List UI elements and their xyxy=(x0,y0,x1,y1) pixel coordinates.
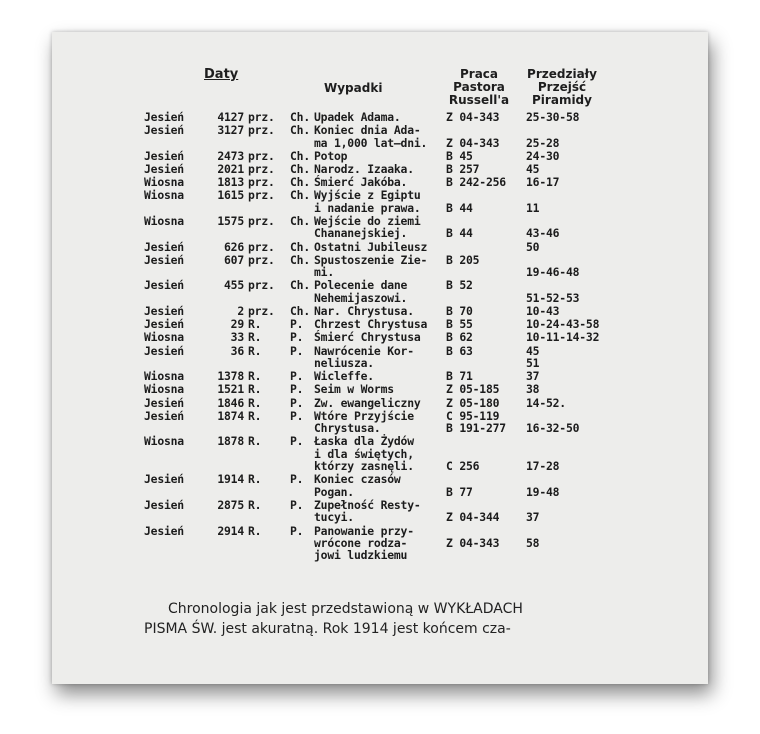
row-era2: P. xyxy=(290,395,304,410)
row-year: 1575 xyxy=(217,214,244,228)
row-praca: B 71 xyxy=(446,369,473,384)
row-era: prz. xyxy=(248,123,275,138)
row-praca: C 256 xyxy=(446,459,480,474)
row-przedzialy: 38 xyxy=(526,382,540,397)
row-season: Jesień xyxy=(144,523,184,538)
row-year: 33 xyxy=(230,330,244,345)
row-event: Wtóre Przyjście xyxy=(314,408,414,423)
row-praca: B 205 xyxy=(446,252,480,267)
row-praca: B 44 xyxy=(446,226,473,241)
row-praca: B 191-277 xyxy=(446,421,506,436)
row-era: R. xyxy=(248,523,262,538)
row-era: R. xyxy=(248,343,262,358)
row-event: Spustoszenie Zie- xyxy=(314,252,428,267)
footer-line-1: Chronologia jak jest przedstawioną w WYKŁADACH xyxy=(168,601,523,617)
row-event: Koniec dnia Ada- xyxy=(314,123,421,138)
row-year: 1878 xyxy=(217,434,244,449)
row-era2: Ch. xyxy=(290,278,310,293)
row-season: Wiosna xyxy=(144,330,184,345)
row-praca: B 257 xyxy=(446,162,480,176)
row-event: ma 1,000 lat—dni. xyxy=(314,135,428,150)
row-year: 1846 xyxy=(217,395,244,410)
row-season: Wiosna xyxy=(144,382,184,397)
row-season: Jesień xyxy=(144,304,184,318)
row-season: Wiosna xyxy=(144,369,184,384)
row-year: 2021 xyxy=(217,162,244,176)
row-event: i dla świętych, xyxy=(314,446,414,461)
row-season: Jesień xyxy=(144,162,184,176)
row-praca: Z 05-185 xyxy=(446,382,500,397)
row-era2: Ch. xyxy=(290,175,310,190)
row-przedzialy: 37 xyxy=(526,369,540,384)
row-przedzialy: 14-52. xyxy=(526,395,566,410)
row-praca: Z 04-344 xyxy=(446,510,500,525)
row-year: 1874 xyxy=(217,408,244,423)
row-era: R. xyxy=(248,382,262,397)
row-era2: Ch. xyxy=(290,162,310,176)
row-praca: B 62 xyxy=(446,330,473,345)
row-era2: Ch. xyxy=(290,239,310,254)
row-year: 2 xyxy=(237,304,244,318)
row-era2: P. xyxy=(290,472,304,487)
row-event: Śmierć Jakóba. xyxy=(314,175,408,190)
row-era: R. xyxy=(248,395,262,410)
row-season: Jesień xyxy=(144,123,184,138)
row-season: Jesień xyxy=(144,148,184,163)
row-event: Narodz. Izaaka. xyxy=(314,162,414,176)
row-year: 29 xyxy=(230,317,244,332)
row-era2: Ch. xyxy=(290,304,310,318)
row-era2: P. xyxy=(290,330,304,345)
row-przedzialy: 19-46-48 xyxy=(526,265,580,280)
row-year: 36 xyxy=(230,343,244,358)
row-przedzialy: 45 xyxy=(526,343,540,358)
header-praca xyxy=(446,68,512,107)
row-praca: B 63 xyxy=(446,343,473,358)
row-przedzialy: 50 xyxy=(526,239,540,254)
row-event: Zupełność Resty- xyxy=(314,498,421,512)
row-era2: Ch. xyxy=(290,110,310,124)
row-season: Wiosna xyxy=(144,434,184,449)
row-season: Jesień xyxy=(144,252,184,267)
row-event: Nawrócenie Kor- xyxy=(314,343,414,358)
row-event: tucyi. xyxy=(314,510,354,525)
row-event: wrócone rodza- xyxy=(314,536,408,550)
row-era2: P. xyxy=(290,317,304,332)
row-przedzialy: 19-48 xyxy=(526,484,560,499)
row-year: 626 xyxy=(224,239,244,254)
row-era2: P. xyxy=(290,382,304,397)
row-przedzialy: 24-30 xyxy=(526,148,560,163)
row-year: 1813 xyxy=(217,175,244,190)
row-year: 3127 xyxy=(217,123,244,138)
row-przedzialy: 10-11-14-32 xyxy=(526,330,600,345)
row-przedzialy: 25-28 xyxy=(526,135,560,150)
row-event: Chrzest Chrystusa xyxy=(314,317,428,332)
row-era: R. xyxy=(248,408,262,423)
row-event: Ostatni Jubileusz xyxy=(314,239,428,254)
row-przedzialy: 25-30-58 xyxy=(526,110,580,124)
row-year: 1521 xyxy=(217,382,244,397)
row-season: Jesień xyxy=(144,239,184,254)
row-event: Śmierć Chrystusa xyxy=(314,330,421,345)
row-przedzialy: 11 xyxy=(526,200,540,215)
row-era: prz. xyxy=(248,162,275,176)
row-era: prz. xyxy=(248,214,275,228)
row-era2: P. xyxy=(290,408,304,423)
row-event: Wyjście z Egiptu xyxy=(314,188,421,203)
row-event: neliusza. xyxy=(314,356,374,370)
row-era2: P. xyxy=(290,523,304,538)
row-event: Panowanie przy- xyxy=(314,523,414,538)
row-era: R. xyxy=(248,330,262,345)
row-przedzialy: 10-24-43-58 xyxy=(526,317,600,332)
row-season: Jesień xyxy=(144,343,184,358)
row-event: Wejście do ziemi xyxy=(314,214,421,228)
row-przedzialy: 16-32-50 xyxy=(526,421,580,436)
row-event: Pogan. xyxy=(314,484,354,499)
row-przedzialy: 43-46 xyxy=(526,226,560,241)
row-era: prz. xyxy=(248,110,275,124)
header-praca-line: Russell'a xyxy=(448,93,510,107)
row-praca: Z 04-343 xyxy=(446,135,500,150)
row-year: 2875 xyxy=(217,498,244,512)
row-event: Potop xyxy=(314,148,348,163)
row-przedzialy: 17-28 xyxy=(526,459,560,474)
row-era: prz. xyxy=(248,188,275,203)
row-season: Jesień xyxy=(144,278,184,293)
row-event: Chrystusa. xyxy=(314,421,381,436)
row-przedzialy: 45 xyxy=(526,162,540,176)
row-przedzialy: 51-52-53 xyxy=(526,290,580,305)
row-event: i nadanie prawa. xyxy=(314,200,421,215)
row-era: R. xyxy=(248,317,262,332)
row-era: R. xyxy=(248,472,262,487)
row-era: prz. xyxy=(248,239,275,254)
row-year: 4127 xyxy=(217,110,244,124)
row-event: którzy zasnęli. xyxy=(314,459,414,474)
row-praca: Z 04-343 xyxy=(446,536,500,550)
row-era: prz. xyxy=(248,304,275,318)
row-praca: B 242-256 xyxy=(446,175,506,190)
header-wypadki: Wypadki xyxy=(324,81,383,95)
row-event: Nar. Chrystusa. xyxy=(314,304,414,318)
row-era2: Ch. xyxy=(290,123,310,138)
row-era2: P. xyxy=(290,369,304,384)
row-event: Nehemijaszowi. xyxy=(314,290,408,305)
row-era2: Ch. xyxy=(290,148,310,163)
row-praca: Z 05-180 xyxy=(446,395,500,410)
header-daty: Daty xyxy=(204,67,239,82)
header-przedzialy-line: Przedziały xyxy=(527,67,597,81)
row-era: prz. xyxy=(248,252,275,267)
row-season: Wiosna xyxy=(144,214,184,228)
row-praca: C 95-119 xyxy=(446,408,500,423)
row-era: R. xyxy=(248,498,262,512)
scanned-page xyxy=(52,32,708,684)
header-przedzialy xyxy=(522,68,602,107)
row-year: 455 xyxy=(224,278,244,293)
row-season: Jesień xyxy=(144,472,184,487)
row-era2: Ch. xyxy=(290,252,310,267)
row-praca: B 45 xyxy=(446,148,473,163)
row-przedzialy: 16-17 xyxy=(526,175,560,190)
row-event: Polecenie dane xyxy=(314,278,408,293)
row-era2: P. xyxy=(290,343,304,358)
row-year: 1615 xyxy=(217,188,244,203)
row-event: Zw. ewangeliczny xyxy=(314,395,421,410)
header-przedzialy-line: Piramidy xyxy=(532,93,592,107)
row-season: Wiosna xyxy=(144,175,184,190)
row-season: Jesień xyxy=(144,317,184,332)
row-praca: B 70 xyxy=(446,304,473,318)
row-event: Łaska dla Żydów xyxy=(314,434,414,449)
row-praca: B 77 xyxy=(446,484,473,499)
row-season: Jesień xyxy=(144,498,184,512)
row-era2: P. xyxy=(290,434,304,449)
header-przedzialy-line: Przejść xyxy=(537,80,587,94)
row-przedzialy: 58 xyxy=(526,536,540,550)
row-era2: P. xyxy=(290,498,304,512)
row-przedzialy: 10-43 xyxy=(526,304,560,318)
header-praca-line: Pastora xyxy=(453,80,505,94)
row-year: 2473 xyxy=(217,148,244,163)
row-era: R. xyxy=(248,369,262,384)
row-era: R. xyxy=(248,434,262,449)
row-year: 607 xyxy=(224,252,244,267)
row-praca: Z 04-343 xyxy=(446,110,500,124)
row-event: Koniec czasów xyxy=(314,472,401,487)
row-year: 2914 xyxy=(217,523,244,538)
row-era: prz. xyxy=(248,175,275,190)
row-event: jowi ludzkiemu xyxy=(314,548,408,563)
row-event: Seim w Worms xyxy=(314,382,394,397)
row-era: prz. xyxy=(248,278,275,293)
row-przedzialy: 51 xyxy=(526,356,540,370)
row-season: Jesień xyxy=(144,110,184,124)
row-season: Jesień xyxy=(144,395,184,410)
row-praca: B 55 xyxy=(446,317,473,332)
row-event: Wicleffe. xyxy=(314,369,374,384)
row-year: 1914 xyxy=(217,472,244,487)
row-event: Chananejskiej. xyxy=(314,226,408,241)
row-era2: Ch. xyxy=(290,188,310,203)
footer-line-2: PISMA ŚW. jest akuratną. Rok 1914 jest końcem cza- xyxy=(144,621,511,637)
row-event: mi. xyxy=(314,265,334,280)
row-year: 1378 xyxy=(217,369,244,384)
row-era: prz. xyxy=(248,148,275,163)
header-praca-line: Praca xyxy=(459,67,499,81)
row-event: Upadek Adama. xyxy=(314,110,401,124)
row-praca: B 44 xyxy=(446,200,473,215)
row-era2: Ch. xyxy=(290,214,310,228)
row-przedzialy: 37 xyxy=(526,510,540,525)
row-season: Jesień xyxy=(144,408,184,423)
row-praca: B 52 xyxy=(446,278,473,293)
row-season: Wiosna xyxy=(144,188,184,203)
